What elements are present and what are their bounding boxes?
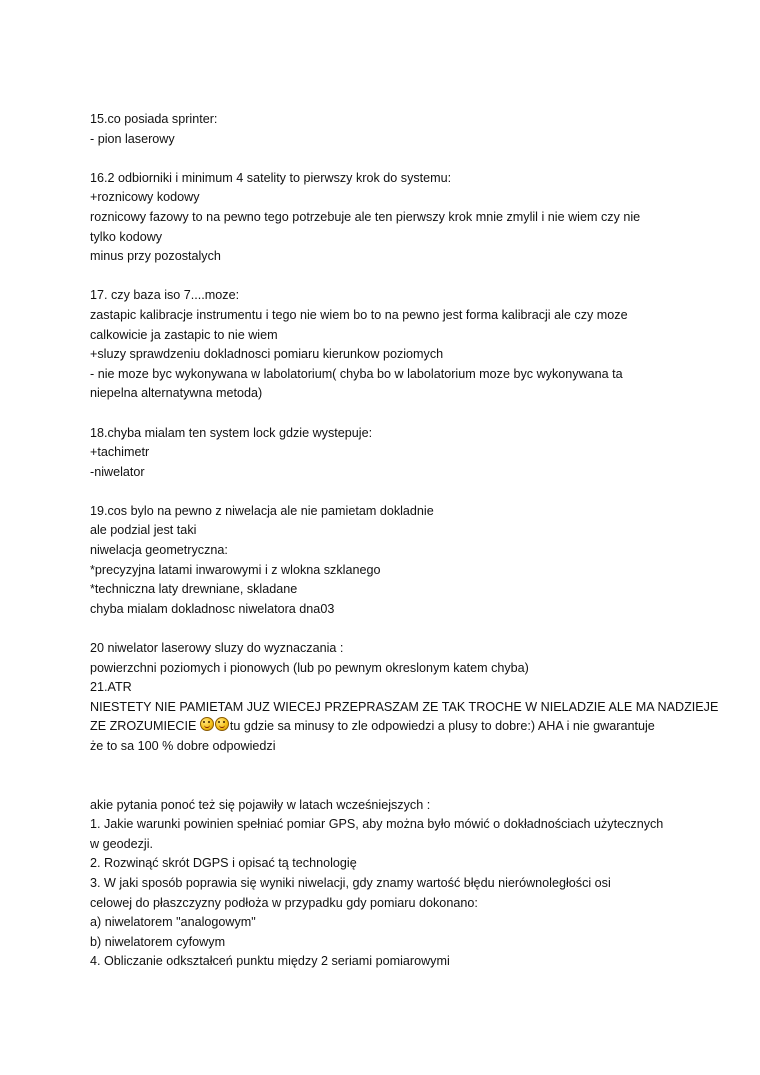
q15-heading: 15.co posiada sprinter: <box>90 112 218 126</box>
spacer <box>90 619 690 639</box>
q21-line: NIESTETY NIE PAMIETAM JUZ WIECEJ PRZEPRASZAM ZE TAK TROCHE W NIELADZIE ALE MA NADZIEJE <box>90 699 719 714</box>
q19-line: chyba mialam dokladnosc niwelatora dna03 <box>90 601 335 616</box>
q16-line: tylko kodowy <box>90 229 163 244</box>
spacer <box>90 267 690 287</box>
q17-line: calkowicie ja zastapic to nie wiem <box>90 327 278 342</box>
extra-line: w geodezji. <box>90 836 154 851</box>
q18-line: -niwelator <box>90 464 145 479</box>
q21-heading: 21.ATR <box>90 680 132 695</box>
q19-line: niwelacja geometryczna: <box>90 543 228 558</box>
extra-heading: akie pytania ponoć też się pojawiły w latach wcześniejszych : <box>90 797 431 812</box>
q19-line: ale podzial jest taki <box>90 523 197 538</box>
q16-heading: 16.2 odbiorniki i minimum 4 satelity to pierwszy krok do systemu: <box>90 170 452 185</box>
q18-line: +tachimetr <box>90 445 150 460</box>
q21-line: że to sa 100 % dobre odpowiedzi <box>90 739 276 753</box>
spacer <box>90 757 690 796</box>
q19-line: *precyzyjna latami inwarowymi i z wlokna szklanego <box>90 562 381 577</box>
extra-line: 1. Jakie warunki powinien spełniać pomiar GPS, aby można było mówić o dokładnościach użytecznych <box>90 817 664 832</box>
extra-line: 2. Rozwinąć skrót DGPS i opisać tą technologię <box>90 856 357 871</box>
q21-line-end: tu gdzie sa minusy to zle odpowiedzi a plusy to dobre:) AHA i nie gwarantuje <box>229 719 655 734</box>
extra-line: 3. W jaki sposób poprawia się wyniki niwelacji, gdy znamy wartość błędu nierównoległości osi <box>90 875 611 890</box>
extra-line: celowej do płaszczyzny podłoża w przypadku gdy pomiaru dokonano: <box>90 895 478 910</box>
q20-heading: 20 niwelator laserowy sluzy do wyznaczania : <box>90 641 344 656</box>
spacer <box>90 482 690 502</box>
laughing-emoji-icon <box>200 717 214 731</box>
q21-line <box>90 717 690 737</box>
q17-line: +sluzy sprawdzeniu dokladnosci pomiaru kierunkow poziomych <box>90 347 444 362</box>
extra-line: 4. Obliczanie odkształceń punktu między 2 seriami pomiarowymi <box>90 954 450 969</box>
extra-line: b) niwelatorem cyfowym <box>90 934 226 949</box>
q15-answer: - pion laserowy <box>90 131 175 146</box>
q16-line: +roznicowy kodowy <box>90 190 200 205</box>
spacer <box>90 149 690 169</box>
q17-line: zastapic kalibracje instrumentu i tego nie wiem bo to na pewno jest forma kalibracji ale czy moze <box>90 307 628 322</box>
q16-line: roznicowy fazowy to na pewno tego potrzebuje ale ten pierwszy krok mnie zmylil i nie wiem czy nie <box>90 209 641 224</box>
q18-heading: 18.chyba mialam ten system lock gdzie wystepuje: <box>90 425 373 440</box>
q19-line: *techniczna laty drewniane, skladane <box>90 582 298 597</box>
laughing-emoji-icon <box>215 717 229 731</box>
q20-line: powierzchni poziomych i pionowych (lub po pewnym okreslonym katem chyba) <box>90 660 529 675</box>
q17-line: niepelna alternatywna metoda) <box>90 386 263 401</box>
extra-line: a) niwelatorem "analogowym" <box>90 915 256 930</box>
q17-line: - nie moze byc wykonywana w labolatorium( chyba bo w labolatorium moze byc wykonywana ta <box>90 366 623 381</box>
document-body <box>90 110 719 972</box>
q16-line: minus przy pozostalych <box>90 249 221 264</box>
spacer <box>90 404 690 424</box>
q17-heading: 17. czy baza iso 7....moze: <box>90 288 240 303</box>
q19-heading: 19.cos bylo na pewno z niwelacja ale nie pamietam dokladnie <box>90 503 434 518</box>
q21-line-start: ZE ZROZUMIECIE <box>90 719 200 734</box>
